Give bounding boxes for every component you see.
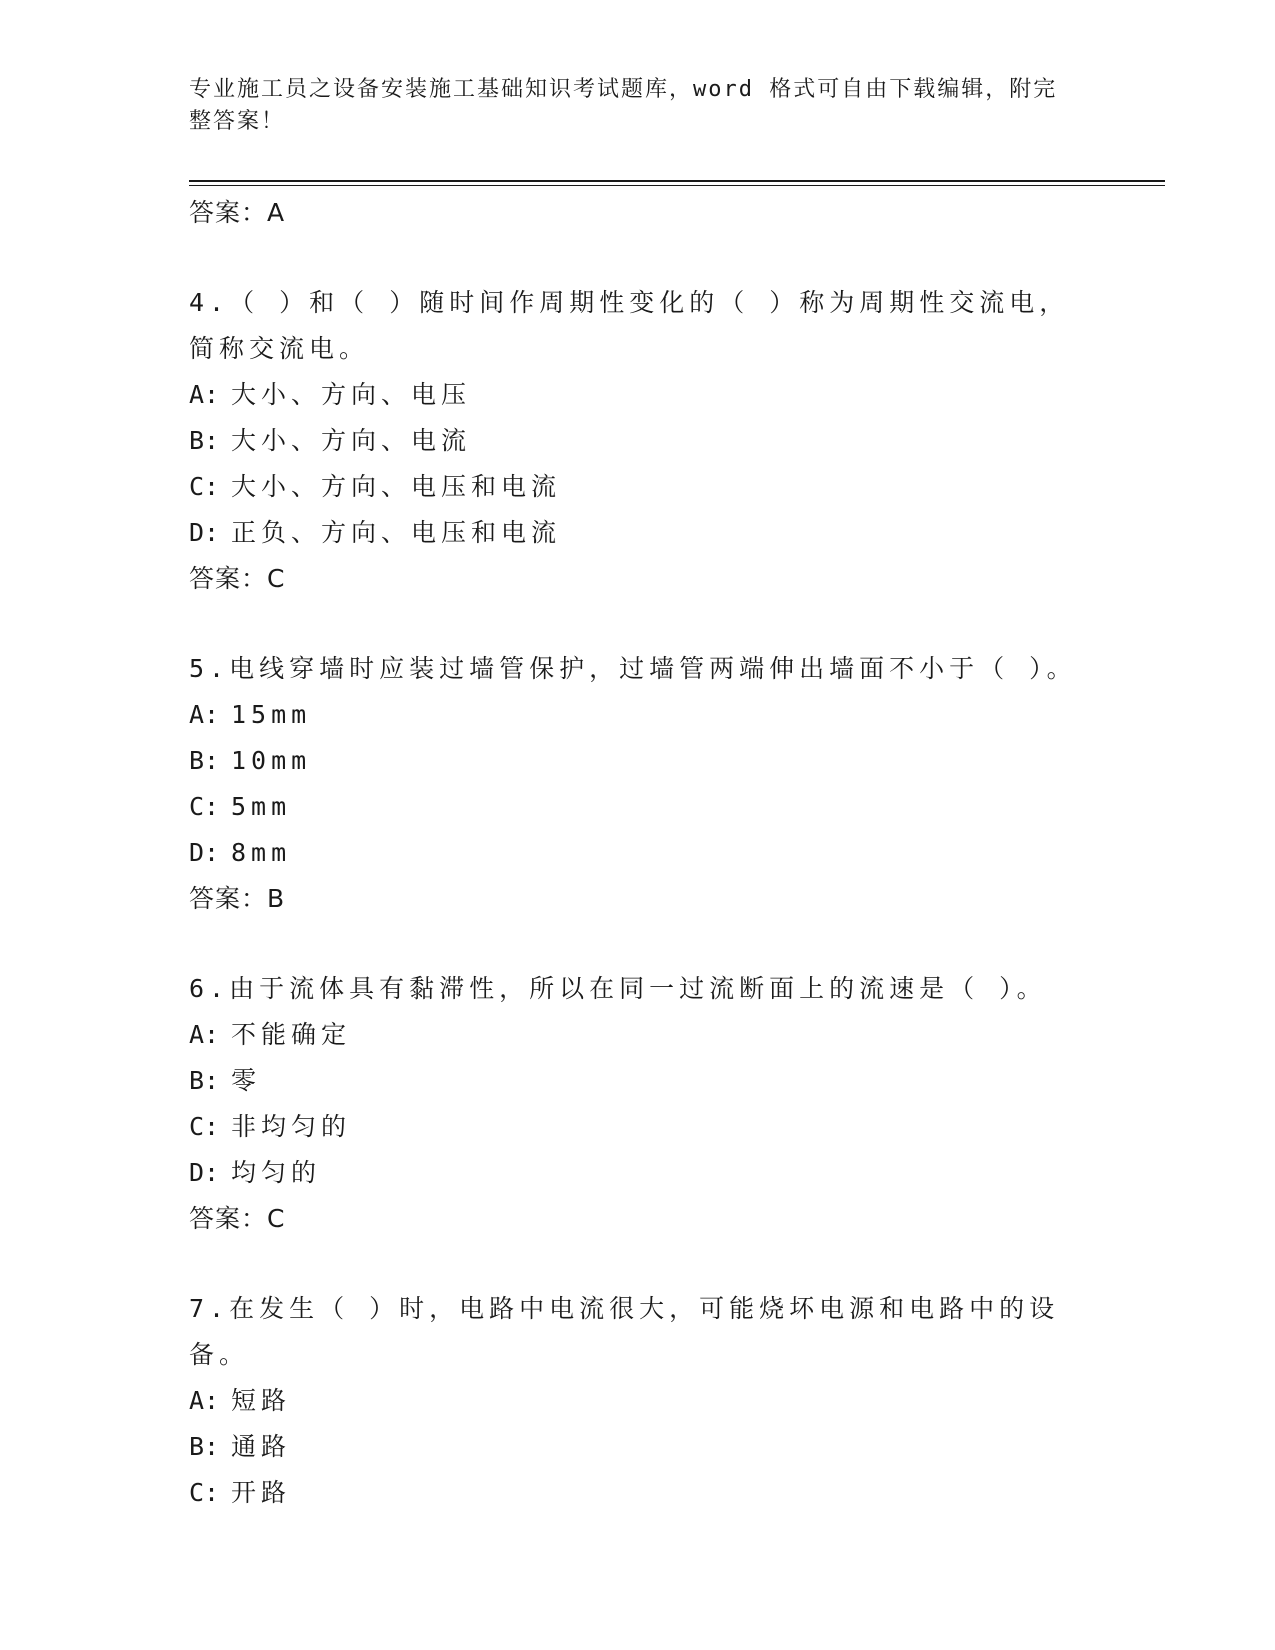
header-divider-thin xyxy=(189,185,1165,186)
option-item xyxy=(189,692,1089,738)
option-item xyxy=(189,372,1089,418)
option-item xyxy=(189,1378,1089,1424)
option-key: B: xyxy=(189,1432,220,1461)
option-text: 开路 xyxy=(231,1478,292,1507)
option-item xyxy=(189,1104,1089,1150)
option-text: 通路 xyxy=(231,1432,292,1461)
option-key: C: xyxy=(189,792,220,821)
question-text: 7.在发生（ ）时，电路中电流很大，可能烧坏电源和电路中的设备。 xyxy=(189,1294,1060,1369)
option-item xyxy=(189,1012,1089,1058)
option-text: 非均匀的 xyxy=(231,1112,352,1141)
option-text: 正负、方向、电压和电流 xyxy=(231,518,562,547)
option-item xyxy=(189,510,1089,556)
option-text: 大小、方向、电压和电流 xyxy=(231,472,562,501)
question-text: 5.电线穿墙时应装过墙管保护，过墙管两端伸出墙面不小于（ ）。 xyxy=(189,654,1077,683)
option-item xyxy=(189,830,1089,876)
option-item xyxy=(189,784,1089,830)
answer-line: 答案：C xyxy=(189,564,286,593)
question-text: 4.（ ）和（ ）随时间作周期性变化的（ ）称为周期性交流电，简称交流电。 xyxy=(189,288,1070,363)
spacer xyxy=(189,236,1089,280)
option-text: 15mm xyxy=(231,700,312,729)
option-text: 均匀的 xyxy=(231,1158,322,1187)
option-item xyxy=(189,1424,1089,1470)
question-block xyxy=(189,966,1089,1242)
option-item xyxy=(189,738,1089,784)
answer-line: 答案：A xyxy=(189,198,286,227)
option-item xyxy=(189,1058,1089,1104)
option-key: D: xyxy=(189,838,220,867)
option-key: B: xyxy=(189,426,220,455)
option-key: C: xyxy=(189,472,220,501)
option-text: 零 xyxy=(231,1066,262,1095)
option-key: D: xyxy=(189,1158,220,1187)
option-key: C: xyxy=(189,1112,220,1141)
option-item xyxy=(189,464,1089,510)
option-key: A: xyxy=(189,1020,220,1049)
spacer xyxy=(189,922,1089,966)
option-item xyxy=(189,418,1089,464)
option-item xyxy=(189,1150,1089,1196)
question-block xyxy=(189,646,1089,922)
option-text: 短路 xyxy=(231,1386,292,1415)
option-key: B: xyxy=(189,746,220,775)
question-block xyxy=(189,280,1089,602)
option-key: D: xyxy=(189,518,220,547)
option-text: 8mm xyxy=(231,838,292,867)
document-header xyxy=(189,74,1069,138)
option-text: 10mm xyxy=(231,746,312,775)
answer-line: 答案：C xyxy=(189,1204,286,1233)
option-key: A: xyxy=(189,1386,220,1415)
option-key: A: xyxy=(189,700,220,729)
option-text: 大小、方向、电流 xyxy=(231,426,472,455)
answer-line: 答案：B xyxy=(189,884,286,913)
option-key: C: xyxy=(189,1478,220,1507)
question-block xyxy=(189,1286,1089,1516)
document-body xyxy=(189,190,1089,1516)
option-text: 不能确定 xyxy=(231,1020,352,1049)
option-item xyxy=(189,1470,1089,1516)
header-line-1: 专业施工员之设备安装施工基础知识考试题库，word 格式可自由下载编辑，附完 xyxy=(189,77,1058,102)
option-key: B: xyxy=(189,1066,220,1095)
spacer xyxy=(189,602,1089,646)
option-text: 5mm xyxy=(231,792,292,821)
option-key: A: xyxy=(189,380,220,409)
option-text: 大小、方向、电压 xyxy=(231,380,472,409)
header-divider-thick xyxy=(189,180,1165,182)
header-line-2: 整答案！ xyxy=(189,109,286,134)
spacer xyxy=(189,1242,1089,1286)
question-text: 6.由于流体具有黏滞性，所以在同一过流断面上的流速是（ ）。 xyxy=(189,974,1047,1003)
